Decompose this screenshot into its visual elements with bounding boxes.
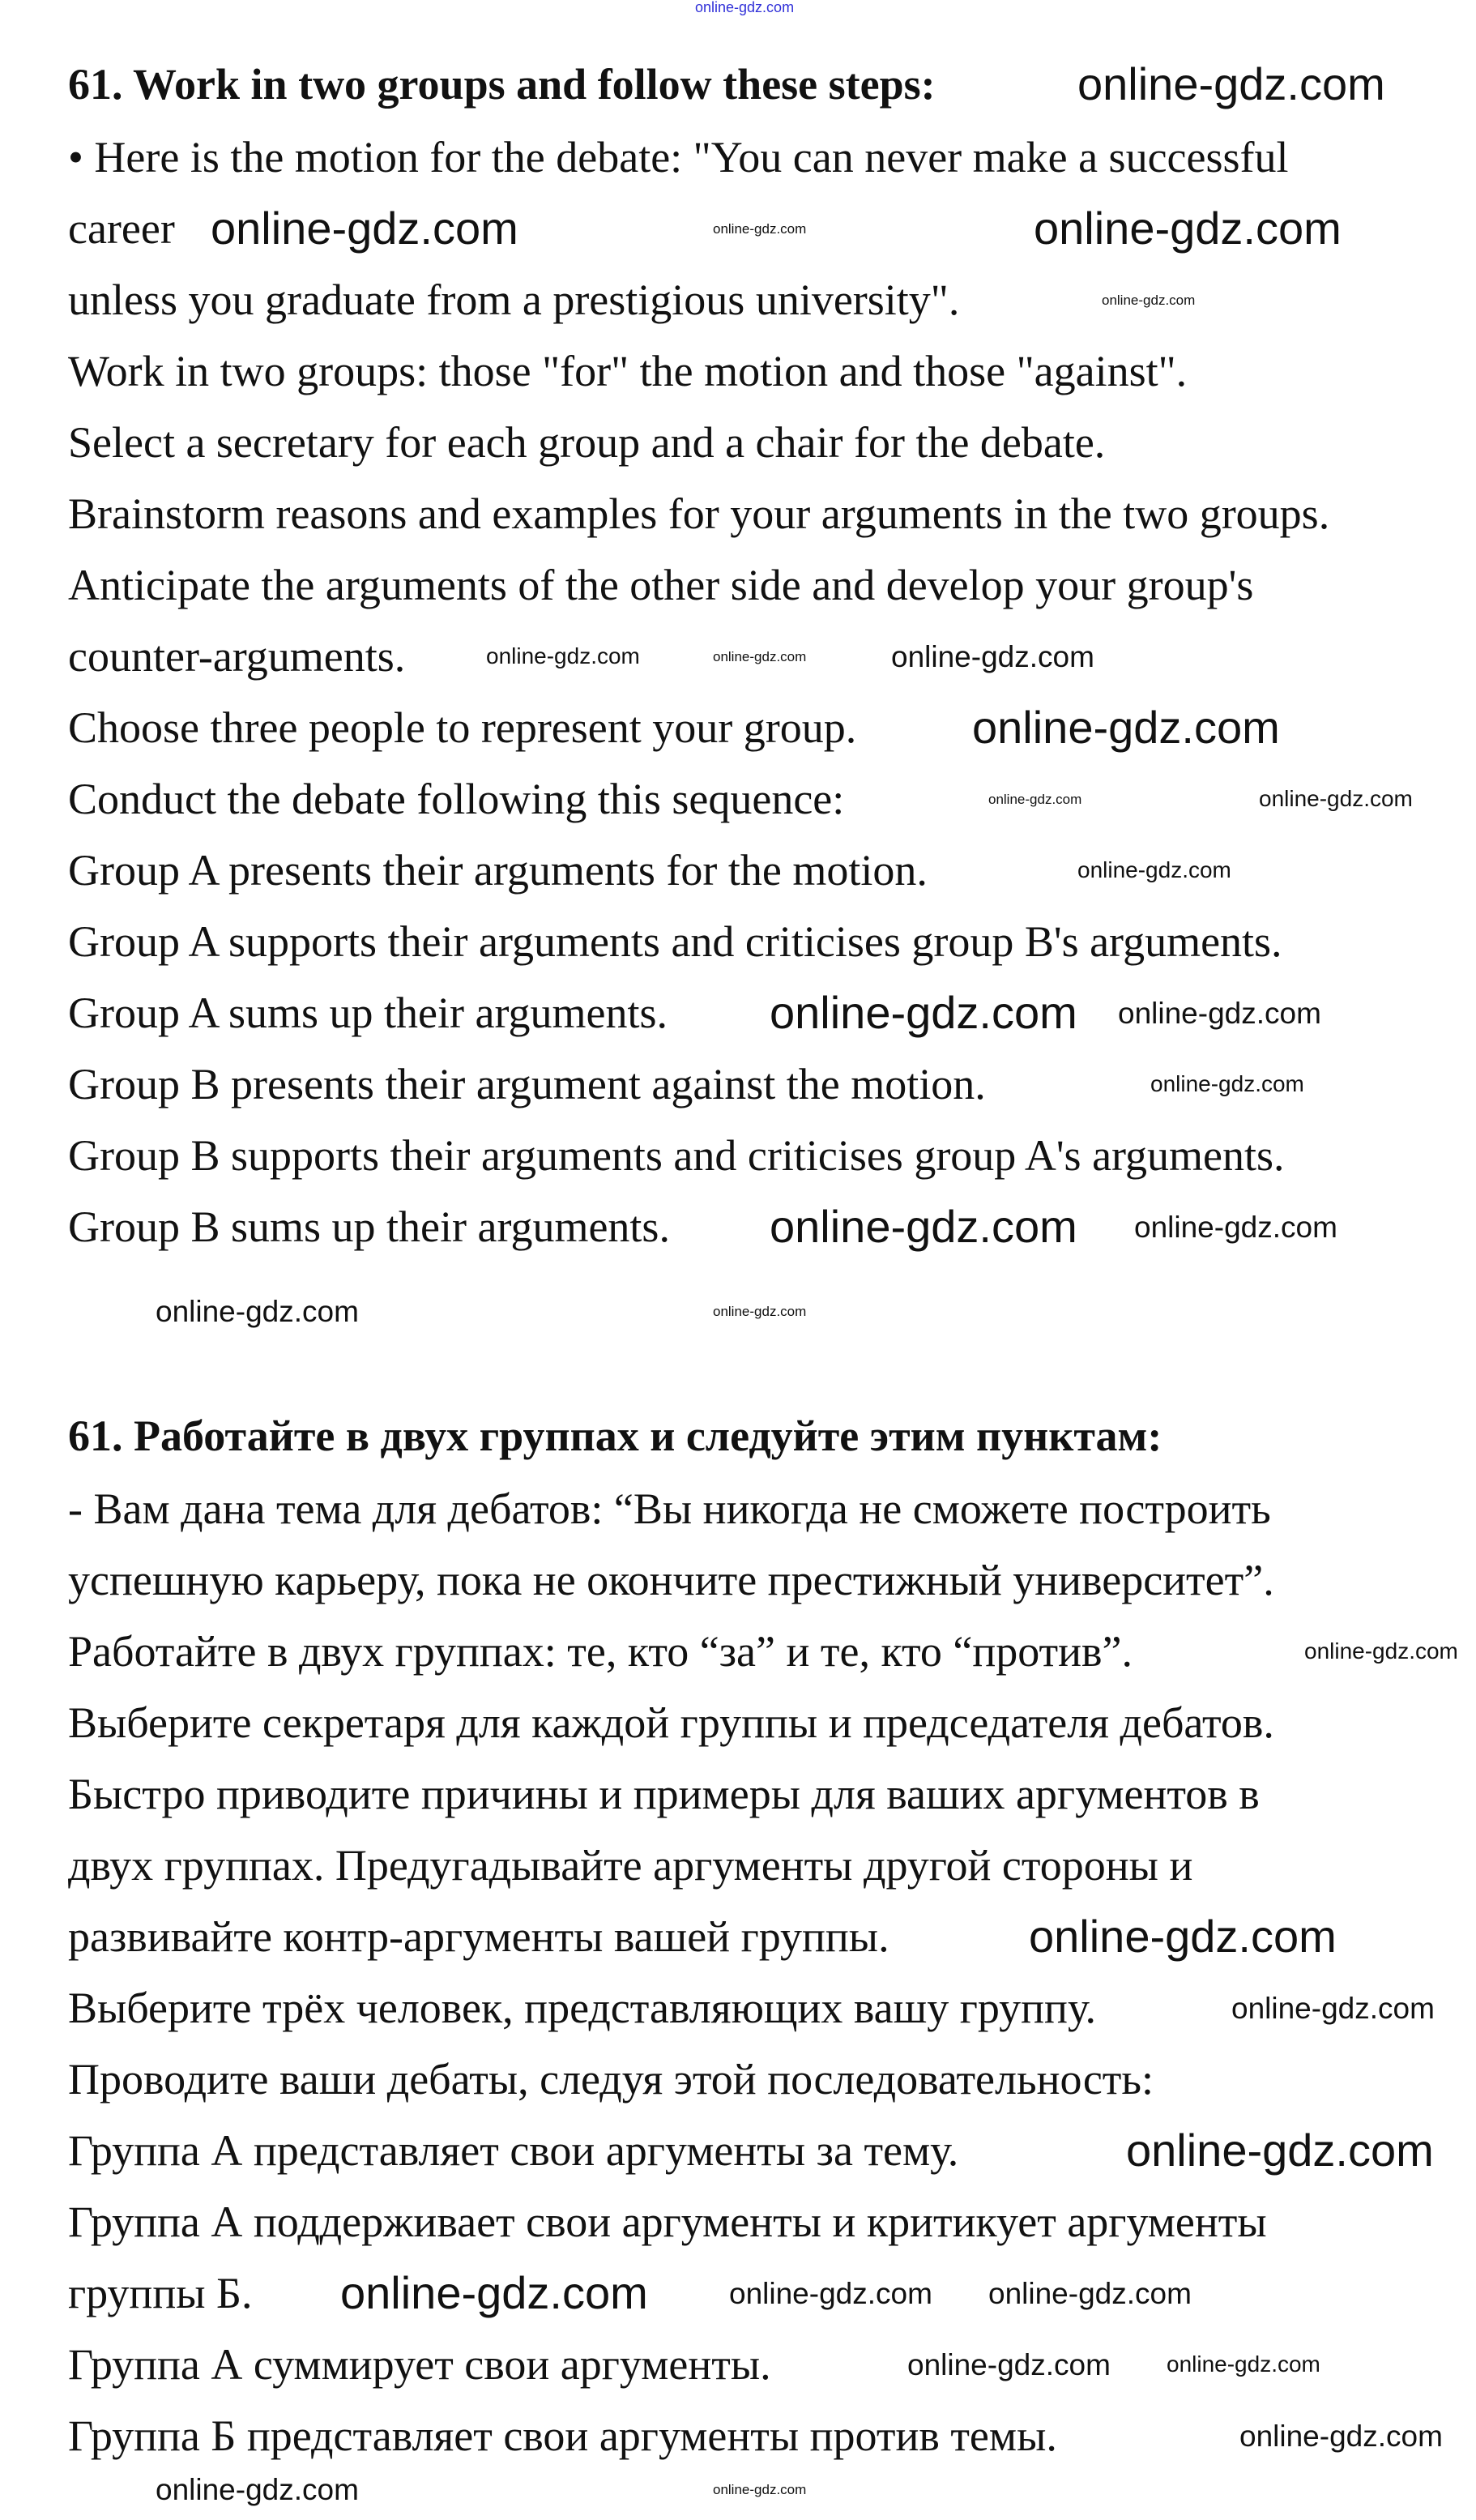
watermark: online-gdz.com — [1134, 1211, 1337, 1244]
text-line: • Here is the motion for the debate: "You can never make a successful — [68, 133, 1289, 182]
text-line: - Вам дана тема для дебатов: “Вы никогда не сможете построить — [68, 1484, 1271, 1533]
text-line: Быстро приводите причины и примеры для ваших аргументов в — [68, 1770, 1260, 1818]
watermark: online-gdz.com — [1029, 1911, 1337, 1962]
watermark: online-gdz.com — [891, 640, 1094, 673]
watermark: online-gdz.com — [211, 203, 518, 254]
text-line: Choose three people to represent your group. — [68, 703, 857, 752]
text-line: Group A sums up their arguments. — [68, 989, 668, 1037]
text-line: Anticipate the arguments of the other side and develop your group's — [68, 561, 1254, 609]
text-line: Group B presents their argument against the motion. — [68, 1060, 986, 1108]
russian-heading: 61. Работайте в двух группах и следуйте этим пунктам: — [68, 1412, 1162, 1460]
watermark: online-gdz.com — [1304, 1638, 1458, 1664]
text-line: Group B supports their arguments and criticises group A's arguments. — [68, 1131, 1285, 1180]
text-line: Conduct the debate following this sequence: — [68, 775, 845, 823]
watermark: online-gdz.com — [486, 643, 640, 668]
text-line: Выберите секретаря для каждой группы и председателя дебатов. — [68, 1698, 1274, 1747]
text-line: Проводите ваши дебаты, следуя этой последовательность: — [68, 2055, 1154, 2104]
text-line: Выберите трёх человек, представляющих вашу группу. — [68, 1984, 1097, 2032]
text-line: Select a secretary for each group and a chair for the debate. — [68, 418, 1106, 467]
watermark: online-gdz.com — [907, 2348, 1111, 2381]
watermark: online-gdz.com — [1102, 293, 1196, 308]
watermark: online-gdz.com — [988, 2277, 1192, 2310]
watermark: online-gdz.com — [1231, 1992, 1435, 2025]
text-line: Group A presents their arguments for the motion. — [68, 846, 928, 895]
watermark: online-gdz.com — [1077, 857, 1231, 882]
text-line: развивайте контр-аргументы вашей группы. — [68, 1912, 889, 1961]
text-line: Работайте в двух группах: те, кто “за” и те, кто “против”. — [68, 1627, 1133, 1676]
watermark: online-gdz.com — [156, 1295, 359, 1328]
watermark: online-gdz.com — [713, 1304, 807, 1319]
watermark: online-gdz.com — [1077, 58, 1385, 109]
english-heading: 61. Work in two groups and follow these steps: — [68, 60, 936, 109]
text-line: unless you graduate from a prestigious university". — [68, 275, 960, 324]
watermark: online-gdz.com — [340, 2267, 648, 2318]
watermark: online-gdz.com — [1150, 1071, 1304, 1096]
watermark: online-gdz.com — [1126, 2125, 1434, 2176]
text-line: Группа А поддерживает свои аргументы и критикует аргументы — [68, 2198, 1267, 2246]
text-line: career — [68, 204, 175, 253]
watermark: online-gdz.com — [1239, 2420, 1443, 2453]
text-line: двух группах. Предугадывайте аргументы другой стороны и — [68, 1841, 1193, 1890]
watermark: online-gdz.com — [972, 702, 1280, 753]
watermark: online-gdz.com — [729, 2277, 932, 2310]
text-line: Group A supports their arguments and criticises group B's arguments. — [68, 917, 1282, 966]
text-line: Group B sums up their arguments. — [68, 1202, 670, 1251]
watermark: online-gdz.com — [1034, 203, 1342, 254]
text-line: counter-arguments. — [68, 632, 406, 681]
watermark: online-gdz.com — [988, 792, 1082, 807]
watermark: online-gdz.com — [1259, 786, 1413, 811]
watermark: online-gdz.com — [770, 987, 1077, 1038]
watermark: online-gdz.com — [713, 649, 807, 664]
text-line: Work in two groups: those "for" the motion and those "against". — [68, 347, 1188, 395]
text-line: успешную карьеру, пока не окончите престижный университет”. — [68, 1556, 1274, 1604]
watermark: online-gdz.com — [156, 2473, 359, 2506]
watermark: online-gdz.com — [1118, 997, 1321, 1030]
text-line: Группа А представляет свои аргументы за тему. — [68, 2126, 959, 2175]
watermark-top: online-gdz.com — [695, 0, 795, 15]
text-line: Brainstorm reasons and examples for your arguments in the two groups. — [68, 489, 1330, 538]
text-line: группы Б. — [68, 2269, 253, 2317]
watermark: online-gdz.com — [1167, 2351, 1320, 2377]
text-line: Группа Б представляет свои аргументы против темы. — [68, 2411, 1057, 2460]
watermark: online-gdz.com — [770, 1201, 1077, 1252]
text-line: Группа А суммирует свои аргументы. — [68, 2340, 771, 2389]
watermark: online-gdz.com — [713, 221, 807, 237]
watermark: online-gdz.com — [713, 2482, 807, 2497]
